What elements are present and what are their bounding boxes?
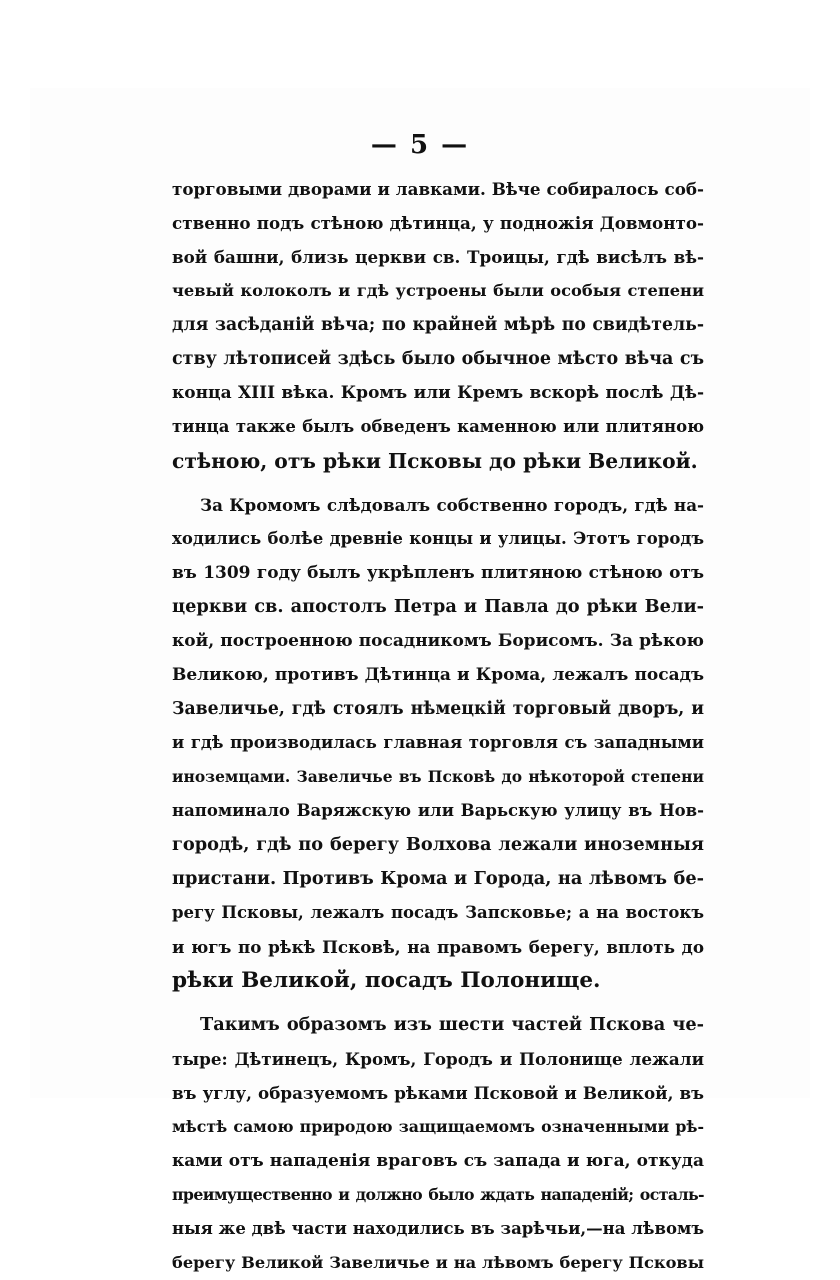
text-line: и югъ по рѣкѣ Псковѣ, на правомъ берегу, вплоть до bbox=[172, 937, 704, 957]
text-line: конца XIII вѣка. Кромъ или Кремъ вскорѣ послѣ Дѣ- bbox=[172, 383, 704, 403]
text-line: рѣки Великой, посадъ Полонище. bbox=[172, 968, 601, 993]
text-line: городѣ, гдѣ по берегу Волхова лежали иноземныя bbox=[172, 834, 704, 855]
text-line: мѣстѣ самою природою защищаемомъ означенными рѣ- bbox=[172, 1117, 704, 1136]
text-line: церкви св. апостолъ Петра и Павла до рѣки Вели- bbox=[172, 596, 704, 617]
text-line: въ 1309 году былъ укрѣпленъ плитяною стѣною отъ bbox=[172, 563, 704, 583]
text-line: За Кромомъ слѣдовалъ собственно городъ, гдѣ на- bbox=[200, 495, 704, 515]
text-line: напоминало Варяжскую или Варьскую улицу въ Нов- bbox=[172, 801, 704, 820]
text-line: ныя же двѣ части находились въ зарѣчьи,—на лѣвомъ bbox=[172, 1219, 704, 1238]
text-line: въ углу, образуемомъ рѣками Псковой и Великой, въ bbox=[172, 1083, 704, 1103]
text-line: тыре: Дѣтинецъ, Кромъ, Городъ и Полонище лежали bbox=[172, 1049, 704, 1069]
text-line: вой башни, близь церкви св. Троицы, гдѣ висѣлъ вѣ- bbox=[172, 247, 704, 267]
text-line: регу Псковы, лежалъ посадъ Запсковье; а на востокъ bbox=[172, 903, 704, 922]
text-line: ственно подъ стѣною дѣтинца, у подножія Довмонто- bbox=[172, 213, 704, 233]
text-line: иноземцами. Завеличье въ Псковѣ до нѣкоторой степени bbox=[172, 767, 704, 786]
text-line: ству лѣтописей здѣсь было обычное мѣсто вѣча съ bbox=[172, 349, 704, 369]
text-line: тинца также былъ обведенъ каменною или плитяною bbox=[172, 417, 704, 436]
text-line: Завеличье, гдѣ стоялъ нѣмецкій торговый дворъ, и bbox=[172, 699, 704, 719]
paragraph-gap bbox=[172, 998, 704, 1008]
body-text bbox=[172, 172, 704, 1280]
text-line: Такимъ образомъ изъ шести частей Пскова че- bbox=[200, 1014, 704, 1035]
text-line: пристани. Противъ Крома и Города, на лѣвомъ бе- bbox=[172, 868, 704, 889]
paragraph-gap bbox=[172, 478, 704, 488]
text-line: ками отъ нападенія враговъ съ запада и юга, откуда bbox=[172, 1151, 704, 1171]
text-line: для засѣданій вѣча; по крайней мѣрѣ по свидѣтель- bbox=[172, 315, 704, 335]
text-line: берегу Великой Завеличье и на лѣвомъ берегу Псковы bbox=[172, 1253, 704, 1272]
page-number: — 5 — bbox=[370, 130, 470, 160]
text-line: Великою, противъ Дѣтинца и Крома, лежалъ посадъ bbox=[172, 665, 704, 685]
text-line: кой, построенною посадникомъ Борисомъ. За рѣкою bbox=[172, 631, 704, 651]
text-line: преимущественно и должно было ждать нападеній; осталь- bbox=[172, 1185, 704, 1204]
text-line: и гдѣ производилась главная торговля съ западными bbox=[172, 733, 704, 752]
text-line: торговыми дворами и лавками. Вѣче собиралось соб- bbox=[172, 179, 704, 199]
text-line: ходились болѣе древніе концы и улицы. Этотъ городъ bbox=[172, 529, 704, 548]
text-line: чевый колоколъ и гдѣ устроены были особыя степени bbox=[172, 281, 704, 300]
text-line: стѣною, отъ рѣки Псковы до рѣки Великой. bbox=[172, 449, 698, 473]
